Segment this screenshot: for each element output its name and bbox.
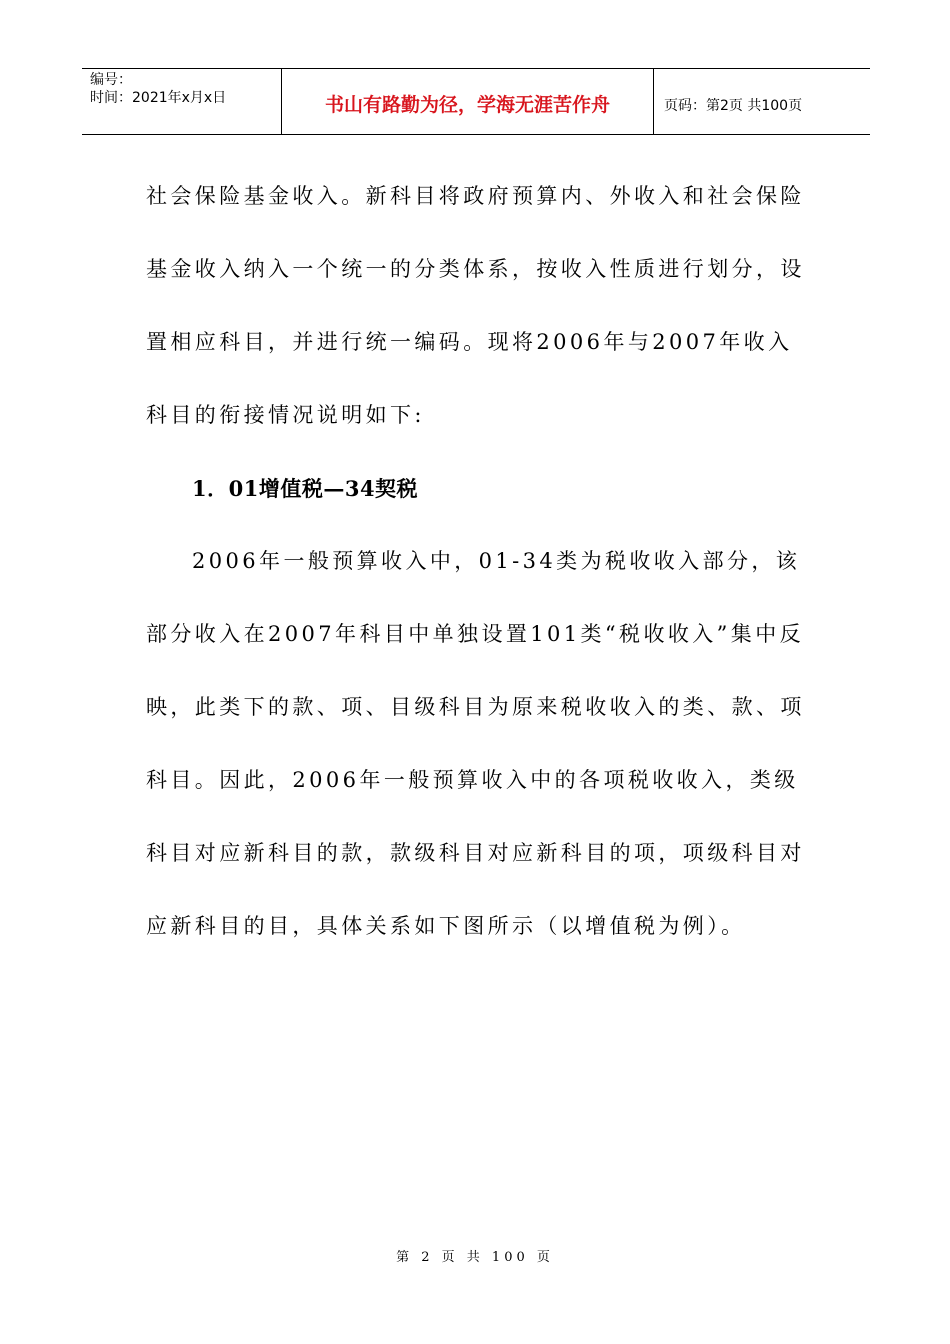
section-heading: 1．01增值税—34契税 xyxy=(192,476,419,501)
page-code-text: 页码：第2页 共100页 xyxy=(664,97,803,114)
body-paragraph-1: 社会保险基金收入。新科目将政府预算内、外收入和社会保险基金收入纳入一个统一的分类体系，按收入性质进行划分，设置相应科目，并进行统一编码。现将2006年与2007年收入科目的衔接情况说明如下: xyxy=(146,184,805,427)
document-body xyxy=(146,160,816,963)
header-meta-cell xyxy=(82,69,282,134)
header-motto-cell xyxy=(282,69,654,134)
motto-text: 书山有路勤为径，学海无涯苦作舟 xyxy=(324,94,610,116)
date-label: 时间：2021年x月x日 xyxy=(90,90,227,106)
page-footer: 第 2 页 共 100 页 xyxy=(396,1250,554,1265)
serial-number-label: 编号： xyxy=(90,72,132,88)
header-page-cell xyxy=(654,69,870,134)
page-header-table xyxy=(82,68,870,135)
body-paragraph-2: 2006年一般预算收入中，01-34类为税收收入部分，该部分收入在2007年科目中单独设置101类“税收收入”集中反映，此类下的款、项、目级科目为原来税收收入的类、款、项科目。因此，2006年一般预算收入中的各项税收收入，类级科目对应新科目的款，款级科目对应新科目的项，项级科目对应新科目的目，具体关系如下图所示（以增值税为例）。 xyxy=(146,549,805,938)
